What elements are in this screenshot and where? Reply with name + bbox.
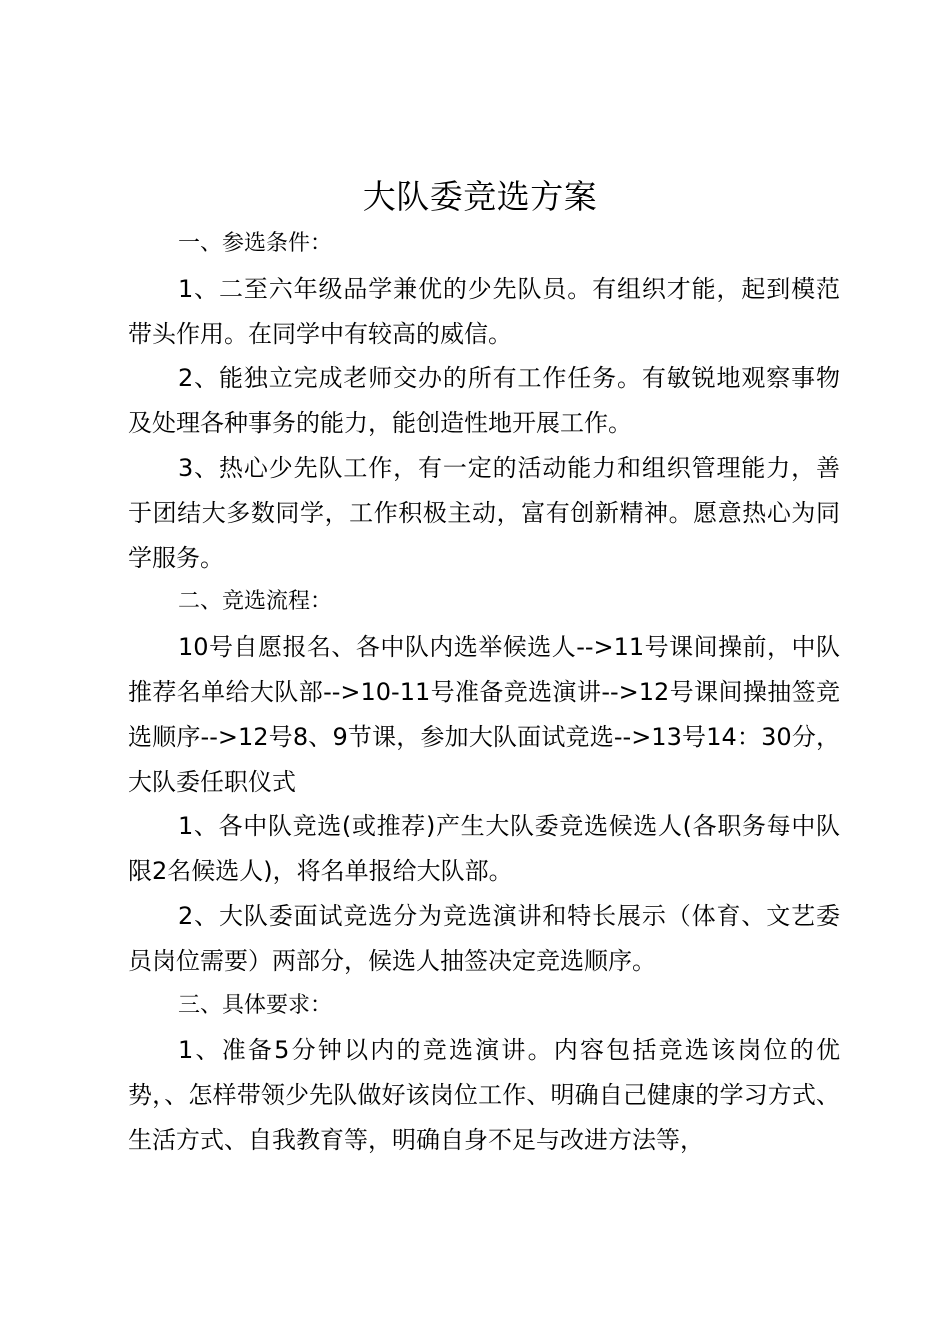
document-body [128, 222, 840, 1163]
section-heading-process: 二、竞选流程： [178, 589, 333, 615]
paragraph-condition-1: 1、二至六年级品学兼优的少先队员。有组织才能，起到模范带头作用。在同学中有较高的威信。 [128, 274, 840, 348]
paragraph-condition-3: 3、热心少先队工作，有一定的活动能力和组织管理能力，善于团结大多数同学，工作积极主动，富有创新精神。愿意热心为同学服务。 [128, 453, 840, 572]
paragraph-requirement-1: 1、准备5分钟以内的竞选演讲。内容包括竞选该岗位的优势，、怎样带领少先队做好该岗位工作、明确自己健康的学习方式、生活方式、自我教育等，明确自身不足与改进方法等， [128, 1036, 840, 1154]
paragraph-process-2: 2、大队委面试竞选分为竞选演讲和特长展示（体育、文艺委员岗位需要）两部分，候选人抽签决定竞选顺序。 [128, 901, 840, 975]
paragraph-condition-2: 2、能独立完成老师交办的所有工作任务。有敏锐地观察事物及处理各种事务的能力，能创造性地开展工作。 [128, 364, 840, 438]
section-heading-requirements: 三、具体要求： [178, 992, 333, 1018]
paragraph-process-1: 1、各中队竞选(或推荐)产生大队委竞选候选人(各职务每中队限2名候选人)，将名单报给大队部。 [128, 812, 840, 886]
paragraph-process-timeline: 10号自愿报名、各中队内选举候选人-->11号课间操前，中队推荐名单给大队部-->10-11号准备竞选演讲-->12号课间操抽签竞选顺序-->12号8、9节课，参加大队面试竞选-->13号14：30分，大队委任职仪式 [128, 633, 840, 796]
document-title: 大队委竞选方案 [362, 177, 598, 216]
section-heading-conditions: 一、参选条件： [178, 231, 333, 256]
